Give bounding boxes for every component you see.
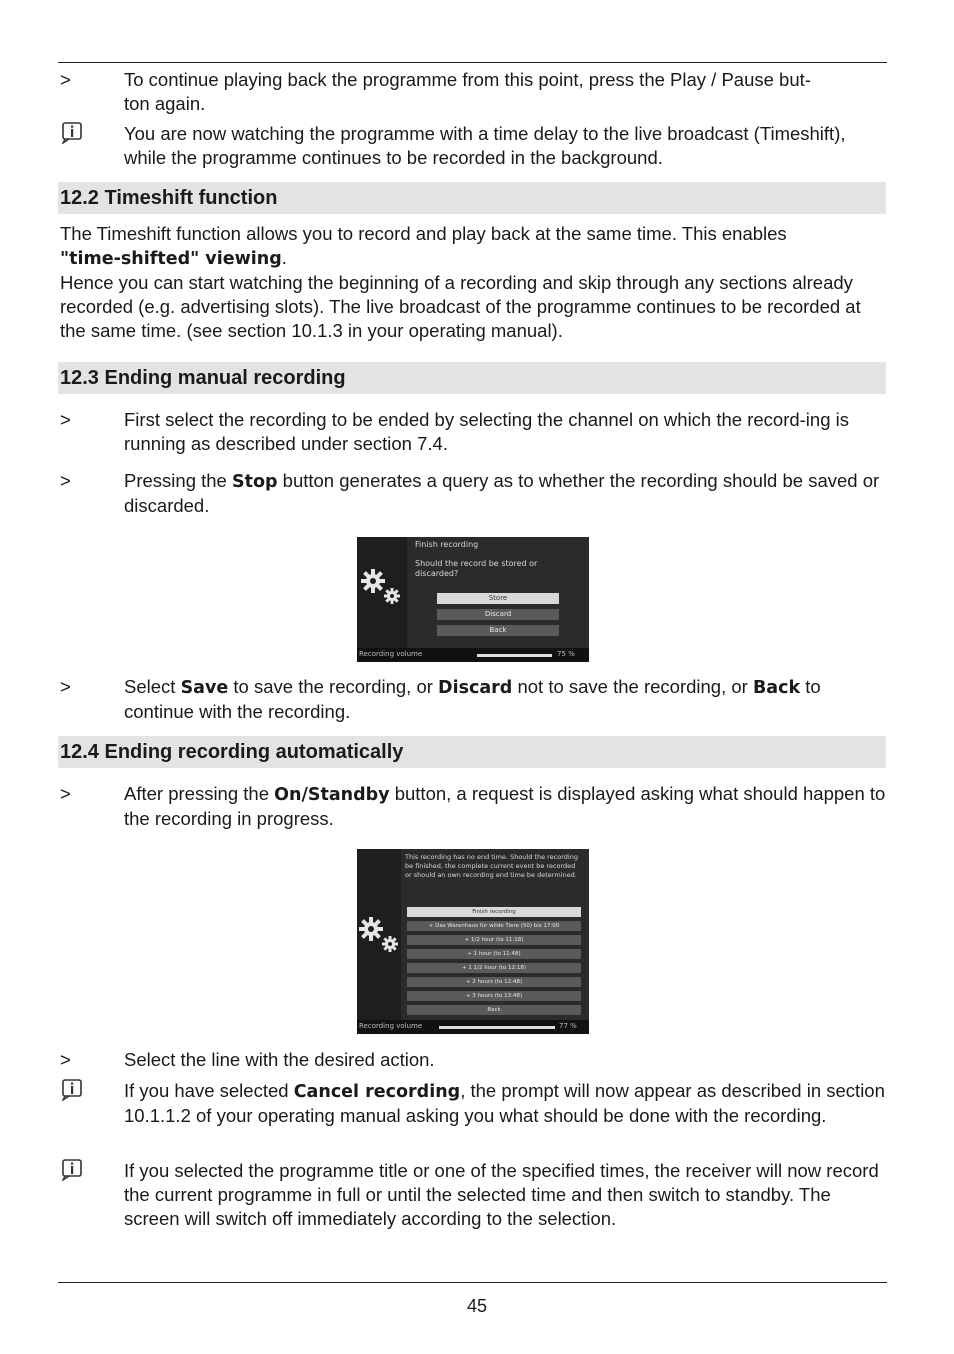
option-item[interactable]: + 1 hour (to 11:48) bbox=[407, 949, 581, 959]
info-note-icon bbox=[60, 1079, 84, 1101]
bottom-rule bbox=[58, 1282, 887, 1283]
option-item[interactable]: + Das Warenhaus für wilde Tiere (50) bis 17:00 bbox=[407, 921, 581, 931]
option-item[interactable]: + 2 hours (to 12:48) bbox=[407, 977, 581, 987]
bold-term: Back bbox=[752, 678, 801, 698]
bullet-text: First select the recording to be ended by selecting the channel on which the record-ing is running as described under section 7.4. bbox=[124, 409, 849, 454]
recording-volume-footer: Recording volume 77 % bbox=[357, 1020, 589, 1034]
section-heading: 12.4 Ending recording automatically bbox=[58, 736, 886, 768]
gear-icon bbox=[359, 567, 405, 607]
note-text: If you selected the programme title or one of the specified times, the receiver will now record the current programme in full or until the selected time and then switch to standby. The screen will switch off immediately according to the selection. bbox=[124, 1160, 879, 1229]
bullet-text: To continue playing back the programme from this point, press the Play / Pause but- bbox=[124, 69, 811, 90]
dialog-question: This recording has no end time. Should the recording be finished, the complete current event be recorded or should an own recording end time be determined. bbox=[405, 853, 578, 879]
dialog-title: Finish recording bbox=[415, 540, 479, 549]
info-note-icon bbox=[60, 1159, 84, 1181]
top-rule bbox=[58, 62, 887, 63]
note-text: You are now watching the programme with a time delay to the live broadcast (Timeshift), while the programme continues to be recorded in the background. bbox=[124, 123, 846, 168]
recording-volume-footer: Recording volume 75 % bbox=[357, 648, 589, 662]
option-item[interactable]: Back bbox=[407, 1005, 581, 1015]
section-heading: 12.2 Timeshift function bbox=[58, 182, 886, 214]
bold-term: Save bbox=[180, 678, 229, 698]
paragraph: The Timeshift function allows you to record and play back at the same time. This enables "time-shifted" viewing. Hence you can start watching the beginning of a recording and skip through any sections already recorded (e.g. advertising slots). The live broadcast of the programme continues to be recorded at the same time. (see section 10.1.3 in your operating manual). bbox=[60, 223, 861, 341]
back-option[interactable]: Back bbox=[437, 625, 559, 636]
bullet-marker: > bbox=[60, 676, 71, 697]
bullet-marker: > bbox=[60, 409, 71, 430]
bold-term: Stop bbox=[231, 472, 278, 492]
bullet-text-cont: ton again. bbox=[124, 93, 206, 114]
volume-bar bbox=[439, 1026, 555, 1029]
bold-term: "time-shifted" viewing bbox=[60, 249, 282, 269]
end-recording-screenshot bbox=[357, 849, 589, 1034]
store-option[interactable]: Store bbox=[437, 593, 559, 604]
bold-term: Discard bbox=[438, 678, 513, 698]
page-number: 45 bbox=[466, 1296, 488, 1316]
bold-term: Cancel recording bbox=[293, 1082, 461, 1102]
bullet-marker: > bbox=[60, 1049, 71, 1070]
bullet-marker: > bbox=[60, 470, 71, 491]
section-heading: 12.3 Ending manual recording bbox=[58, 362, 886, 394]
volume-bar bbox=[477, 654, 552, 657]
option-item[interactable]: + 1/2 hour (to 11:18) bbox=[407, 935, 581, 945]
discard-option[interactable]: Discard bbox=[437, 609, 559, 620]
option-item[interactable]: + 1 1/2 hour (to 12:18) bbox=[407, 963, 581, 973]
bold-term: On/Standby bbox=[274, 785, 390, 805]
bullet-marker: > bbox=[60, 783, 71, 804]
bullet-text: Select the line with the desired action. bbox=[124, 1049, 435, 1070]
option-item[interactable]: Finish recording bbox=[407, 907, 581, 917]
dialog-question: Should the record be stored or discarded? bbox=[415, 559, 538, 578]
gear-icon bbox=[357, 915, 403, 955]
option-item[interactable]: + 3 hours (to 13:48) bbox=[407, 991, 581, 1001]
info-note-icon bbox=[60, 122, 84, 144]
bullet-marker: > bbox=[60, 69, 71, 90]
finish-recording-screenshot bbox=[357, 537, 589, 662]
